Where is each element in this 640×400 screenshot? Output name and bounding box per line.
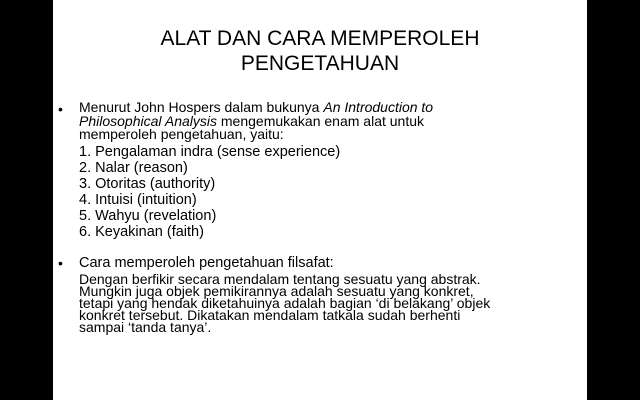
list-item: 5. Wahyu (revelation)	[79, 208, 217, 224]
book-title-part-1: An Introduction to	[323, 99, 434, 115]
list-item: 6. Keyakinan (faith)	[79, 224, 204, 240]
intro-line-3: memperoleh pengetahuan, yaitu:	[79, 126, 284, 142]
slide	[53, 0, 587, 400]
bullet-tools-text	[79, 101, 549, 240]
list-item: 2. Nalar (reason)	[79, 160, 188, 176]
bullet-marker: •	[58, 255, 63, 271]
philosophy-heading: Cara memperoleh pengetahuan filsafat:	[79, 255, 334, 271]
philosophy-paragraph	[79, 273, 549, 333]
paragraph-line: Mungkin juga objek pemikirannya adalah sesuatu yang konkret,	[79, 283, 474, 299]
paragraph-line: konkret tersebut. Dikatakan mendalam tatkala sudah berhenti	[79, 307, 461, 323]
slide-title-line-1: ALAT DAN CARA MEMPEROLEH	[160, 27, 480, 50]
slide-title-line-2: PENGETAHUAN	[240, 52, 400, 75]
intro-prefix: Menurut John Hospers dalam bukunya	[79, 99, 324, 115]
intro-suffix: mengemukakan enam alat untuk	[217, 113, 425, 129]
bullet-philosophy-text	[79, 255, 549, 333]
list-item: 4. Intuisi (intuition)	[79, 192, 197, 208]
paragraph-line: tetapi yang hendak diketahuinya adalah bagian ‘di belakang’ objek	[79, 295, 491, 311]
paragraph-line: sampai ‘tanda tanya’.	[79, 319, 212, 335]
bullet-marker: •	[58, 101, 63, 117]
list-item: 3. Otoritas (authority)	[79, 176, 216, 192]
paragraph-line: Dengan berfikir secara mendalam tentang sesuatu yang abstrak.	[79, 271, 481, 287]
list-item: 1. Pengalaman indra (sense experience)	[79, 144, 341, 160]
book-title-part-2: Philosophical Analysis	[79, 113, 217, 129]
slide-title	[53, 26, 587, 76]
